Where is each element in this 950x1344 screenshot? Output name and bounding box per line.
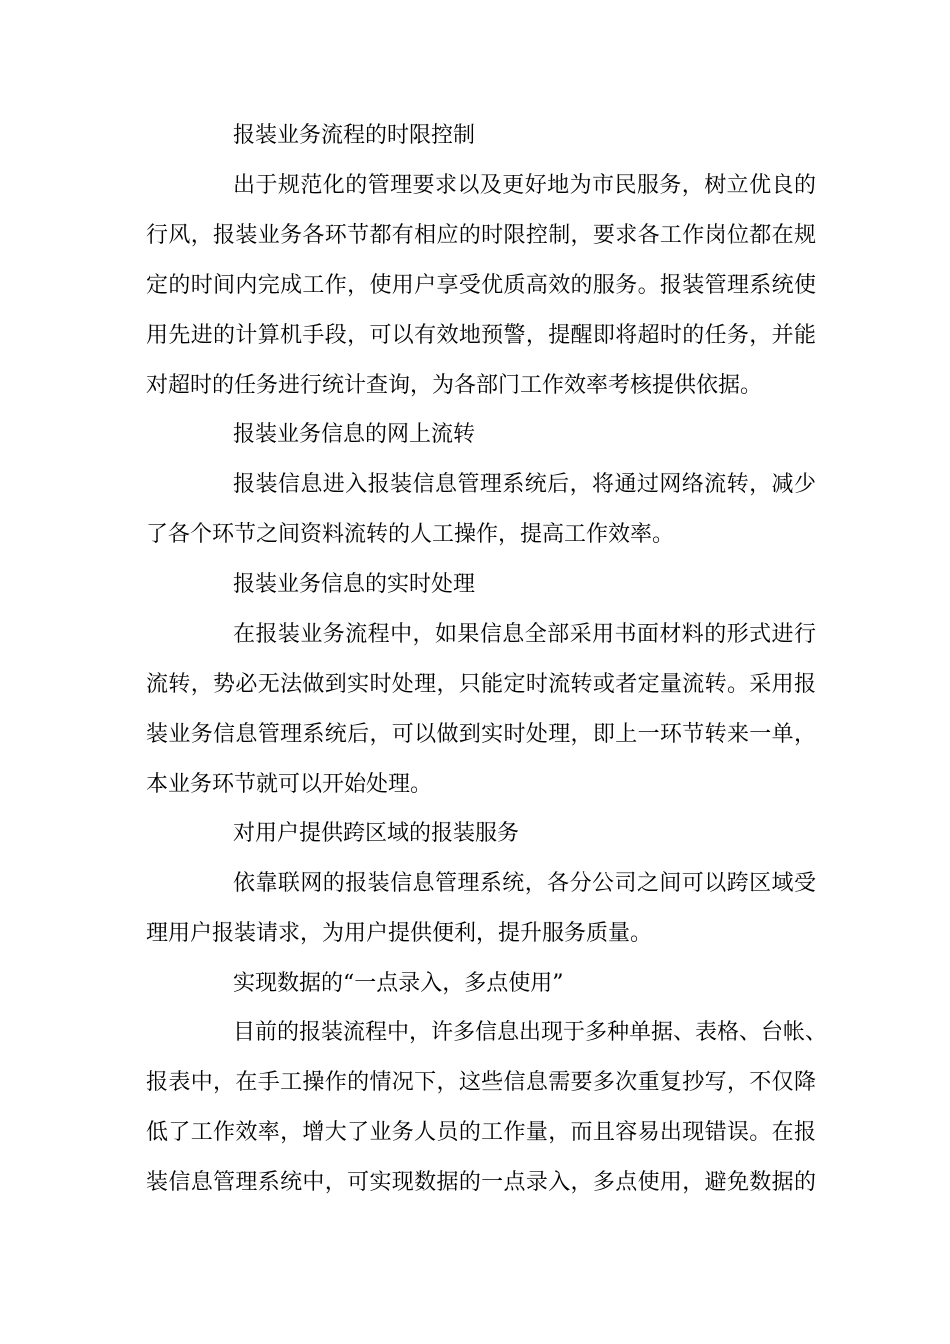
paragraph-line: 流转，势必无法做到实时处理，只能定时流转或者定量流转。采用报: [146, 672, 816, 697]
section-heading: 报装业务流程的时限控制: [233, 123, 476, 148]
paragraph-line: 依靠联网的报装信息管理系统，各分公司之间可以跨区域受: [233, 871, 816, 896]
paragraph-line: 装业务信息管理系统后，可以做到实时处理，即上一环节转来一单，: [146, 722, 816, 747]
paragraph-line: 理用户报装请求，为用户提供便利，提升服务质量。: [146, 921, 653, 946]
section-heading: 实现数据的“一点录入，多点使用”: [233, 971, 564, 996]
paragraph-line: 用先进的计算机手段，可以有效地预警，提醒即将超时的任务，并能: [146, 323, 816, 348]
paragraph-line: 出于规范化的管理要求以及更好地为市民服务，树立优良的: [233, 173, 816, 198]
paragraph-line: 在报装业务流程中，如果信息全部采用书面材料的形式进行: [233, 622, 816, 647]
paragraph-line: 对超时的任务进行统计查询，为各部门工作效率考核提供依据。: [146, 373, 763, 398]
section-heading: 对用户提供跨区域的报装服务: [233, 821, 520, 846]
section-heading: 报装业务信息的网上流转: [233, 422, 476, 447]
paragraph-line: 本业务环节就可以开始处理。: [146, 772, 433, 797]
paragraph-line: 报装信息进入报装信息管理系统后，将通过网络流转，减少: [233, 472, 816, 497]
paragraph-line: 定的时间内完成工作，使用户享受优质高效的服务。报装管理系统使: [146, 273, 816, 298]
section-heading: 报装业务信息的实时处理: [233, 572, 476, 597]
paragraph-line: 目前的报装流程中，许多信息出现于多种单据、表格、台帐、: [233, 1020, 828, 1045]
paragraph-line: 行风，报装业务各环节都有相应的时限控制，要求各工作岗位都在规: [146, 223, 816, 248]
paragraph-line: 了各个环节之间资料流转的人工操作，提高工作效率。: [146, 522, 675, 547]
paragraph-line: 低了工作效率，增大了业务人员的工作量，而且容易出现错误。在报: [146, 1120, 816, 1145]
paragraph-line: 报表中，在手工操作的情况下，这些信息需要多次重复抄写，不仅降: [146, 1070, 816, 1095]
paragraph-line: 装信息管理系统中，可实现数据的一点录入，多点使用，避免数据的: [146, 1170, 816, 1195]
